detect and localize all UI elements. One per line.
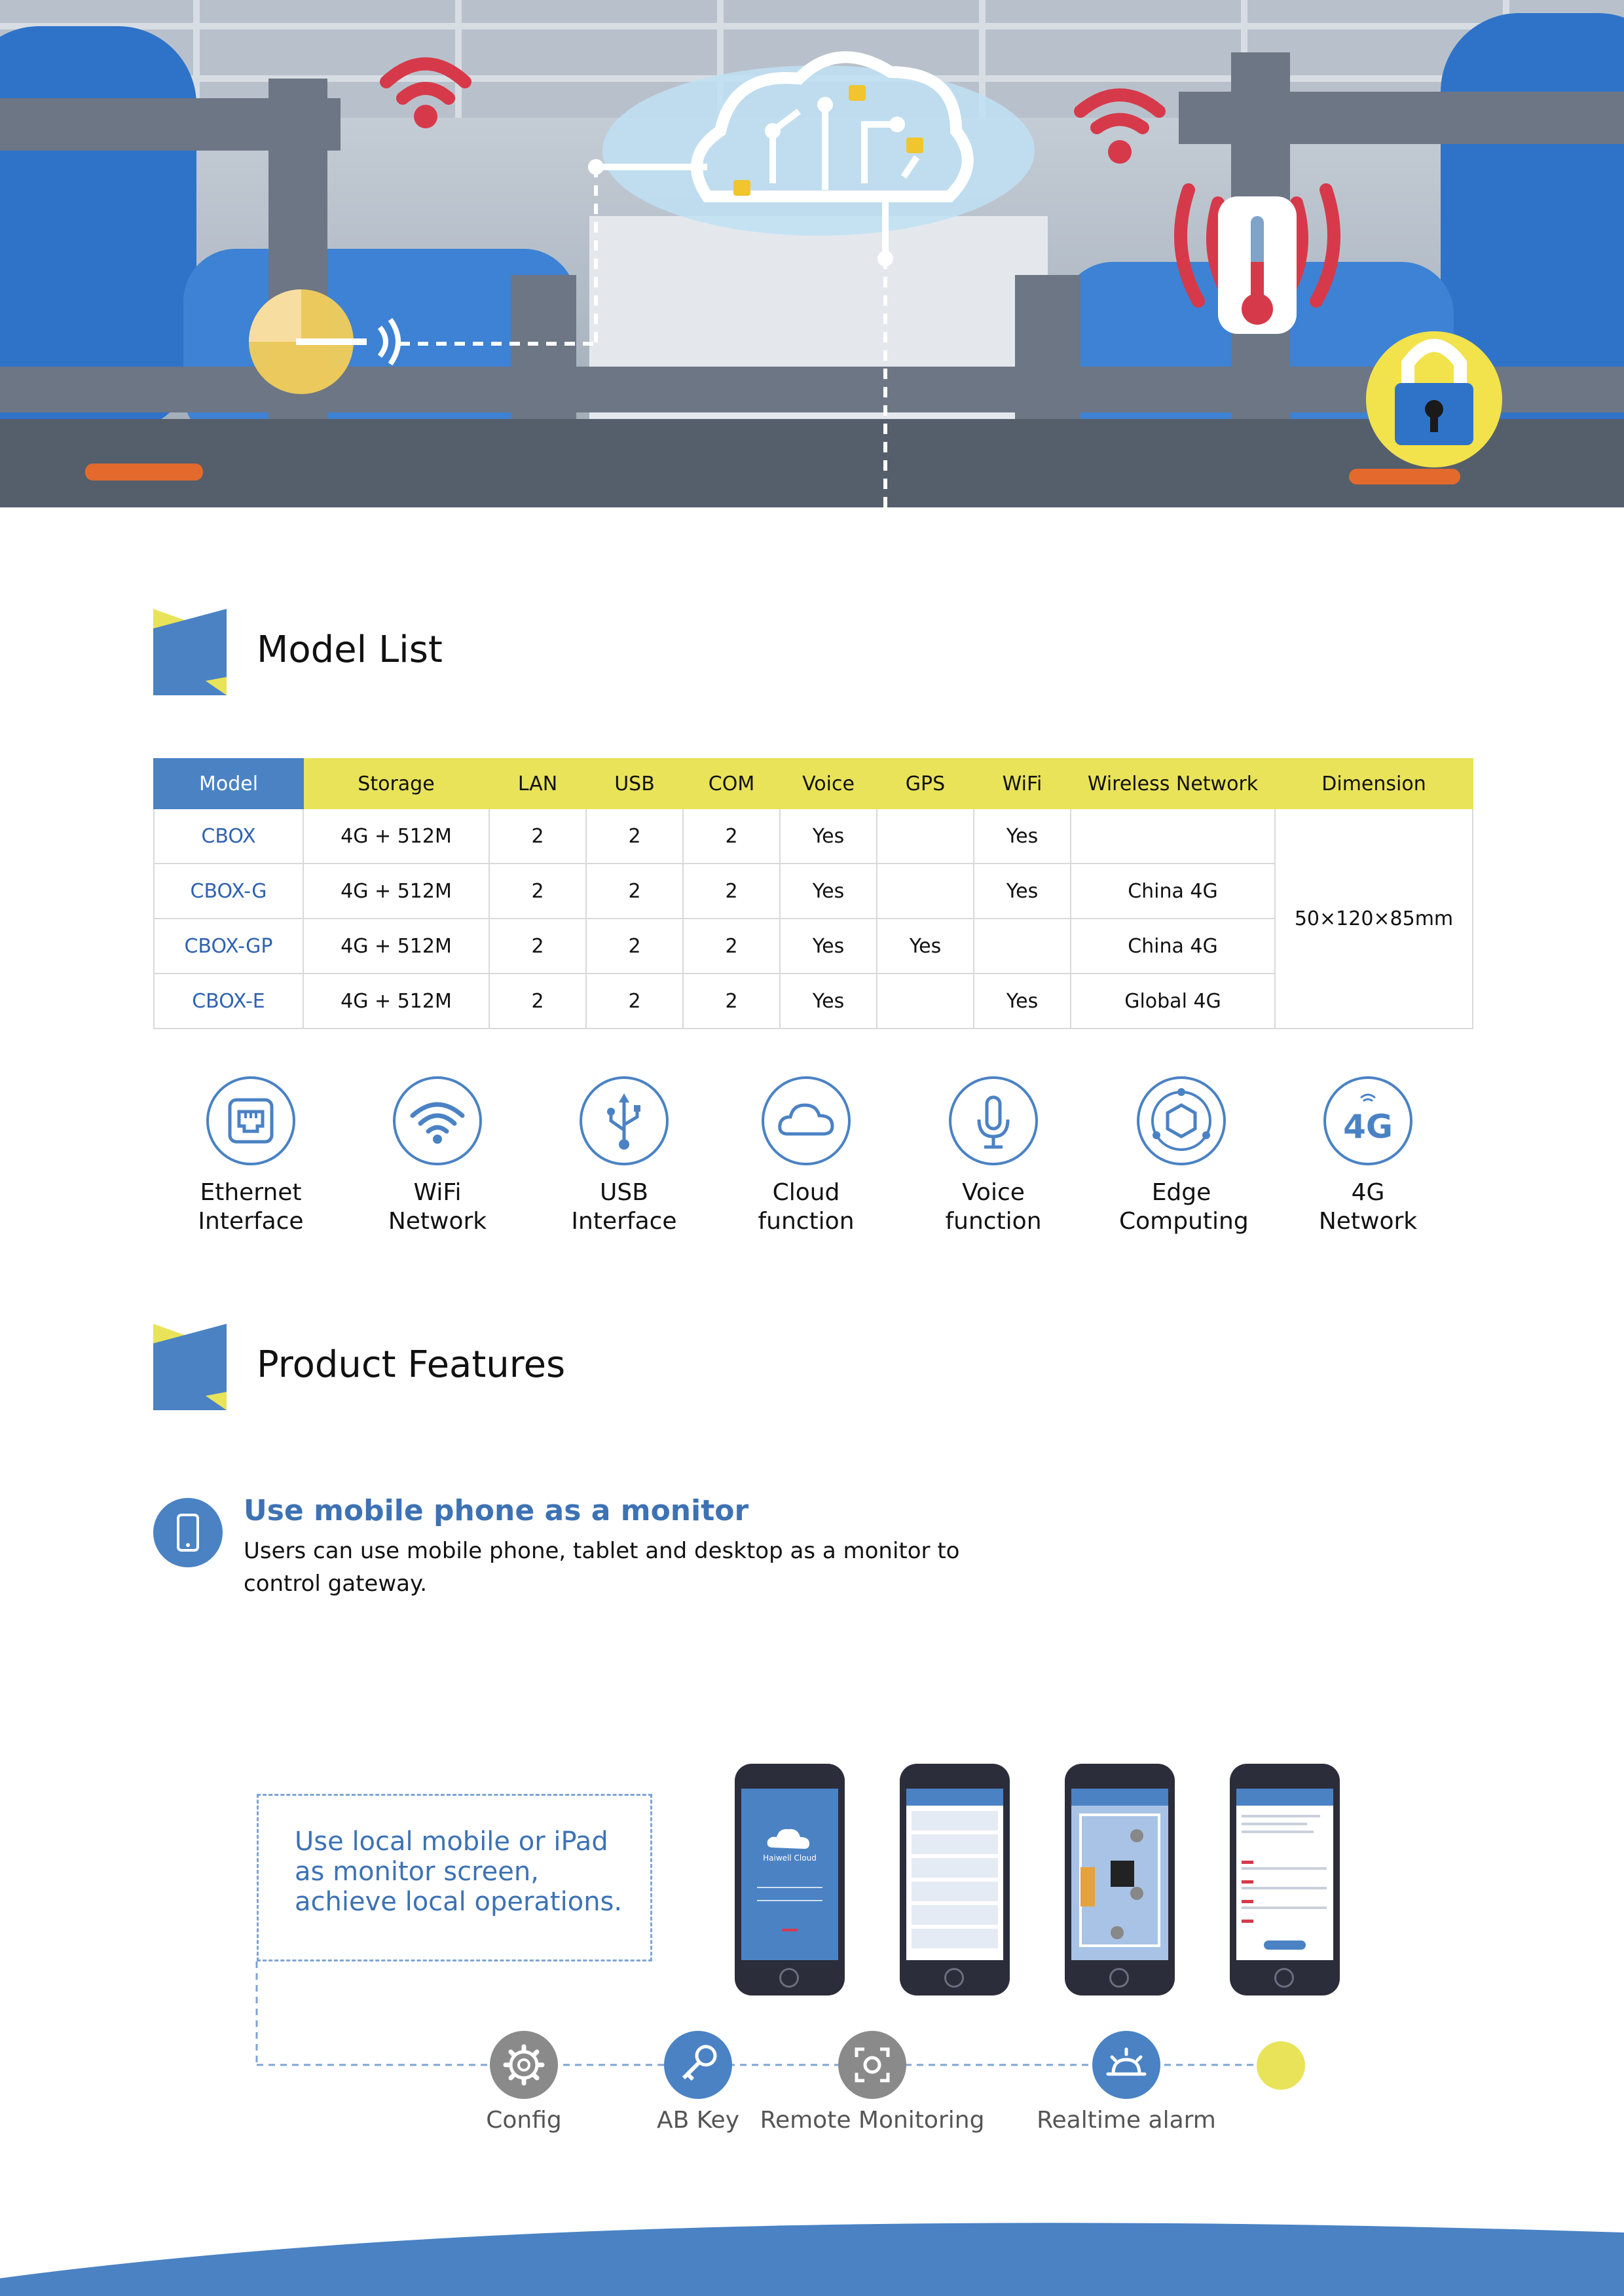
wifi-cell: Yes xyxy=(974,974,1071,1029)
com-cell: 2 xyxy=(683,919,780,974)
lan-cell: 2 xyxy=(489,919,586,974)
phone-scada-screen xyxy=(1065,1764,1175,1995)
login-screen xyxy=(741,1789,838,1960)
feature-label: Voice function xyxy=(945,1179,1042,1235)
flow-end-dot xyxy=(1257,2041,1305,2090)
column-header: Voice xyxy=(780,759,877,809)
device-list-screen xyxy=(906,1789,1003,1960)
local-ops-text: Use local mobile or iPad as monitor screen, achieve local operations. xyxy=(295,1827,623,1917)
gear-icon xyxy=(490,2031,558,2099)
step-config xyxy=(490,2031,558,2099)
feature-label: USB Interface xyxy=(571,1179,677,1235)
model-cell: CBOX-E xyxy=(154,974,303,1029)
feature-label: 4G Network xyxy=(1318,1179,1418,1235)
usb-cell: 2 xyxy=(586,919,683,974)
lan-cell: 2 xyxy=(489,864,586,919)
wireless-cell: Global 4G xyxy=(1071,974,1275,1029)
footer-wave xyxy=(0,2213,1624,2296)
home-button xyxy=(944,1968,964,1988)
column-header: GPS xyxy=(877,759,974,809)
home-button xyxy=(779,1968,799,1988)
step-realtime-alarm xyxy=(1092,2031,1160,2099)
app-name: Haiwell Cloud xyxy=(763,1853,817,1863)
com-cell: 2 xyxy=(683,809,780,864)
column-header: Storage xyxy=(303,759,489,809)
step-ab-key xyxy=(664,2031,732,2099)
key-icon xyxy=(664,2031,732,2099)
storage-cell: 4G + 512M xyxy=(303,919,489,974)
gps-cell: Yes xyxy=(877,919,974,974)
wireless-cell: China 4G xyxy=(1071,864,1275,919)
wireless-cell: China 4G xyxy=(1071,919,1275,974)
column-header: Dimension xyxy=(1275,759,1473,809)
product-features-title: Product Features xyxy=(257,1343,566,1386)
lan-cell: 2 xyxy=(489,974,586,1029)
lan-cell: 2 xyxy=(489,809,586,864)
mobile-monitor-description: Users can use mobile phone, tablet and desktop as a monitor to control gateway. xyxy=(244,1538,960,1597)
column-header: LAN xyxy=(489,759,586,809)
4g-glyph: 4G xyxy=(1343,1108,1393,1146)
feature-label: WiFi Network xyxy=(388,1179,487,1235)
dimension-cell: 50×120×85mm xyxy=(1275,809,1473,1029)
voice-cell: Yes xyxy=(780,809,877,864)
voice-cell: Yes xyxy=(780,864,877,919)
feature-label: Cloud function xyxy=(758,1179,855,1235)
usb-cell: 2 xyxy=(586,974,683,1029)
model-cell: CBOX-GP xyxy=(154,919,303,974)
column-header: Wireless Network xyxy=(1071,759,1275,809)
column-header: Model xyxy=(154,759,303,809)
home-button xyxy=(1274,1968,1294,1988)
storage-cell: 4G + 512M xyxy=(303,864,489,919)
model-cell: CBOX-G xyxy=(154,864,303,919)
usb-cell: 2 xyxy=(586,864,683,919)
phone-list-screen xyxy=(900,1764,1010,1995)
voice-cell: Yes xyxy=(780,974,877,1029)
model-list-title: Model List xyxy=(257,629,443,671)
home-button xyxy=(1109,1968,1129,1988)
voice-cell: Yes xyxy=(780,919,877,974)
step-label: Realtime alarm xyxy=(1037,2107,1216,2134)
com-cell: 2 xyxy=(683,974,780,1029)
phone-login-screen xyxy=(735,1764,845,1995)
step-label: Remote Monitoring xyxy=(760,2107,985,2134)
scan-icon xyxy=(838,2031,906,2099)
feature-label: Edge Computing xyxy=(1119,1179,1249,1235)
column-header: COM xyxy=(683,759,780,809)
storage-cell: 4G + 512M xyxy=(303,809,489,864)
column-header: WiFi xyxy=(974,759,1071,809)
step-remote-monitoring xyxy=(838,2031,906,2099)
feature-label: Ethernet Interface xyxy=(198,1179,304,1235)
mobile-monitor-title: Use mobile phone as a monitor xyxy=(244,1494,749,1527)
usb-cell: 2 xyxy=(586,809,683,864)
scada-screen xyxy=(1071,1789,1168,1960)
column-header: USB xyxy=(586,759,683,809)
step-label: Config xyxy=(486,2107,562,2134)
phone-alarm-screen xyxy=(1230,1764,1340,1995)
wifi-cell: Yes xyxy=(974,809,1071,864)
sunrise-alarm-icon xyxy=(1092,2031,1160,2099)
step-label: AB Key xyxy=(656,2107,740,2134)
com-cell: 2 xyxy=(683,864,780,919)
storage-cell: 4G + 512M xyxy=(303,974,489,1029)
alarm-screen xyxy=(1236,1789,1333,1960)
wifi-cell: Yes xyxy=(974,864,1071,919)
model-cell: CBOX xyxy=(154,809,303,864)
